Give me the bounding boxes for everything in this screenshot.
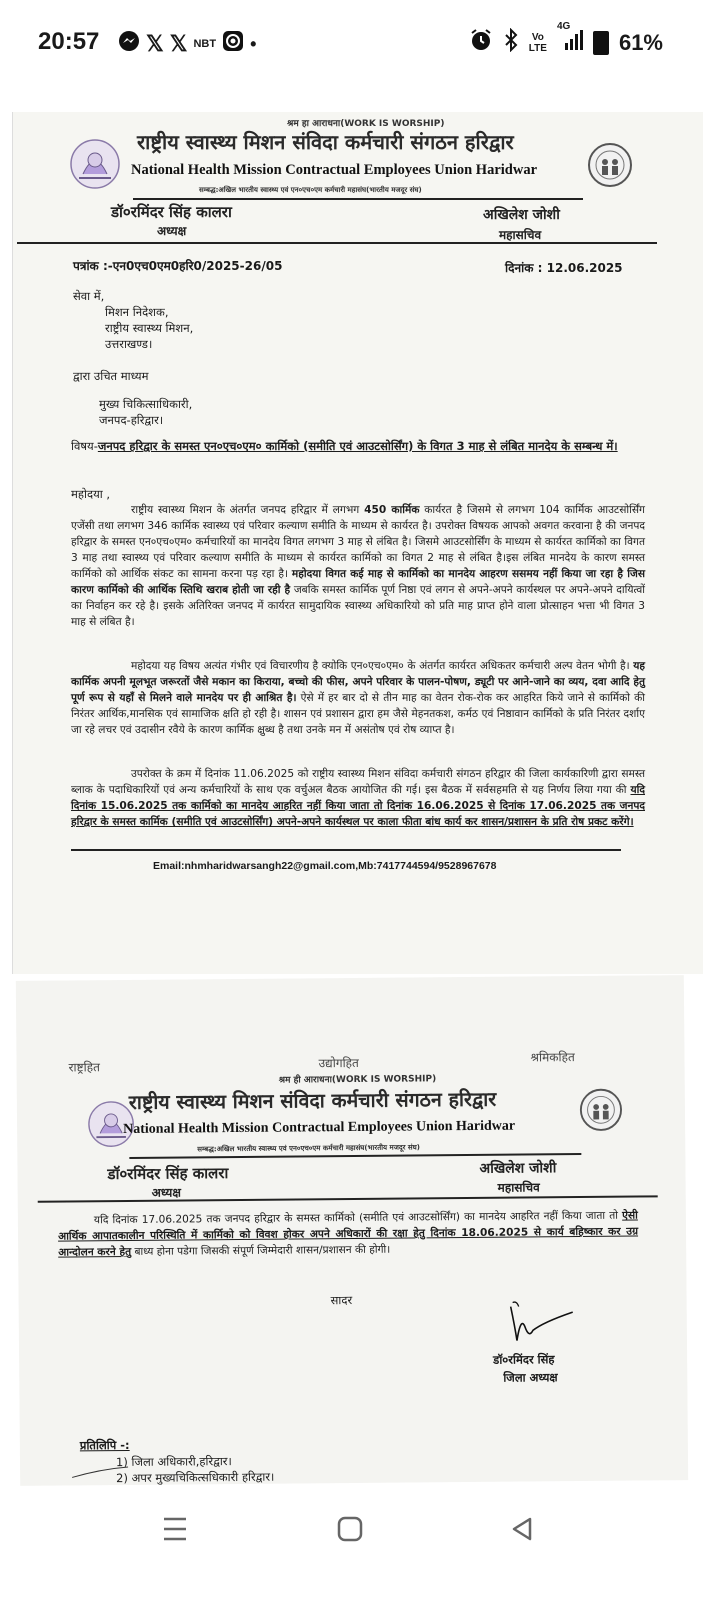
recent-apps-button[interactable] bbox=[160, 1515, 190, 1547]
final-para-c: बाध्य होना पडेगा जिसकी संपूर्ण जिम्मेदारी शासन/प्रशासन की होगी। bbox=[131, 1243, 391, 1258]
recent-apps-icon bbox=[160, 1515, 190, 1543]
para1-e: जबकि समस्त कार्मिक पूर्ण निष्ठा एवं लगन से अपने-अपने कार्यस्थल पर अपने-अपने दायित्वों का निर्वाहन कर रहे है। इसके अतिरिक्त जनपद में कार्यरत सामुदायिक स्वास्थ्य अधिकारियो को प्रति माह प्राप्त होने वाला प्रोत्साहन भत्ता भी विगत 3 माह से लंबित है। bbox=[71, 584, 645, 628]
president-title: अध्यक्ष bbox=[157, 224, 187, 238]
motto: श्रम हा आराधना(WORK IS WORSHIP) bbox=[287, 119, 445, 129]
subject-label: विषय- bbox=[71, 439, 98, 453]
secretary-title: महासचिव bbox=[499, 228, 542, 242]
slogan-right: श्रमिकहित bbox=[530, 1050, 575, 1065]
slogan-center: उद्योगहित bbox=[318, 1055, 359, 1071]
president-name: डॉ०रमिंदर सिंह कालरा bbox=[111, 203, 232, 221]
paragraph-2 bbox=[71, 658, 645, 738]
closing: सादर bbox=[330, 1293, 353, 1308]
para1-b: 450 कार्मिक bbox=[364, 504, 420, 516]
through-channel: द्वारा उचित माध्यम bbox=[73, 369, 149, 383]
signatory-name: डॉ०रमिंदर सिंह bbox=[493, 1352, 555, 1367]
org-name-english: National Health Mission Contractual Employees Union Haridwar bbox=[131, 162, 538, 178]
notification-dot: • bbox=[250, 33, 257, 54]
final-para-b: ऐसी आर्थिक आपातकालीन परिस्थिति में कार्मिको को विवश होकर अपने अधिकारों की रक्षा हेतु दिनांक 18.06.2025 से कार्य बहिष्कार कर उग्र आन्दोलन करने हेतु bbox=[57, 1209, 639, 1259]
slogan-left: राष्ट्रहित bbox=[68, 1060, 100, 1075]
secretary-title: महासचिव bbox=[497, 1180, 540, 1195]
motto: श्रम ही आराधना(WORK IS WORSHIP) bbox=[278, 1074, 437, 1086]
para1-d: महोदया विगत कई माह से कार्मिको का मानदेय आहरण ससमय नहीं किया जा रहा है जिस कारण कार्मिको की आर्थिक स्तिथि खराब होती जा रही है bbox=[71, 568, 645, 596]
paragraph-1 bbox=[71, 502, 645, 630]
president-name: डॉ०रमिंदर सिंह कालरा bbox=[107, 1164, 229, 1184]
letter-page-1 bbox=[12, 112, 703, 974]
navigation-bar bbox=[0, 1487, 715, 1600]
salutation: महोदया , bbox=[71, 487, 111, 501]
status-time: 20:57 bbox=[38, 28, 100, 55]
paragraph-3 bbox=[71, 766, 645, 830]
copy-item-1: 1) जिला अधिकारी,हरिद्वार। bbox=[115, 1454, 232, 1470]
network-type: 4G bbox=[556, 21, 571, 32]
para1-a: राष्ट्रीय स्वास्थ्य मिशन के अंतर्गत जनपद हरिद्वार में लगभग bbox=[131, 504, 365, 516]
volte-label: Vo bbox=[531, 31, 544, 43]
org-name-hindi: राष्ट्रीय स्वास्थ्य मिशन संविदा कर्मचारी संगठन हरिद्वार bbox=[137, 130, 514, 154]
president-title: अध्यक्ष bbox=[151, 1185, 181, 1200]
affiliation: सम्बद्ध:अखिल भारतीय स्वास्थ्य एवं एन०एच०एम कर्मचारी महासंघ(भारतीय मजदूर संघ) bbox=[197, 1143, 421, 1154]
home-icon bbox=[336, 1515, 364, 1543]
secretary-name: अखिलेश जोशी bbox=[479, 1160, 557, 1177]
letter-date: दिनांक : 12.06.2025 bbox=[505, 261, 623, 275]
x-icon: 𝕏 bbox=[146, 31, 164, 56]
affiliation: सम्बद्ध:अखिल भारतीय स्वास्थ्य एवं एन०एच०एम कर्मचारी महासंघ(भारतीय मजदूर संघ) bbox=[199, 186, 422, 194]
org-name-english: National Health Mission Contractual Employees Union Haridwar bbox=[123, 1118, 516, 1137]
notification-icons bbox=[118, 30, 256, 58]
officers-rule bbox=[17, 242, 657, 244]
home-button[interactable] bbox=[336, 1515, 364, 1547]
messenger-icon bbox=[118, 30, 140, 58]
copy-label: प्रतिलिपि -: bbox=[79, 1437, 130, 1453]
letter-page-2 bbox=[16, 975, 688, 1486]
org-name-hindi: राष्ट्रीय स्वास्थ्य मिशन संविदा कर्मचारी संगठन हरिद्वार bbox=[128, 1087, 497, 1114]
footer-contact: Email:nhmharidwarsangh22@gmail.com,Mb:7417744594/9528967678 bbox=[153, 860, 497, 872]
to-line-4: उत्तराखण्ड। bbox=[105, 337, 153, 351]
status-bar bbox=[0, 0, 715, 86]
para3-b: यदि दिनांक 15.06.2025 तक कार्मिको का मानदेय आहरित नहीं किया जाता तो दिनांक 16.06.2025 से दिनांक 17.06.2025 तक जनपद हरिद्वार के समस्त कार्मिक (समीति एवं आउटसोर्सिंग) अपने-अपने कार्यस्थल पर काला फीता बांध कार्य कर शासन/प्रशासन के प्रति रोष प्रकट करेंगे। bbox=[71, 784, 645, 828]
cmo-line-2: जनपद-हरिद्वार। bbox=[99, 413, 164, 427]
officers-rule bbox=[38, 1195, 658, 1202]
signal-icon bbox=[556, 21, 583, 56]
signature-image bbox=[503, 1296, 583, 1351]
to-line-3: राष्ट्रीय स्वास्थ्य मिशन, bbox=[105, 321, 194, 335]
subject-text: जनपद हरिद्वार के समस्त एन०एच०एम० कार्मिको (समीति एवं आउटसोर्सिंग) के विगत 3 माह से लंबित मानदेय के सम्बन्ध में। bbox=[97, 439, 618, 453]
nbt-icon: NBT bbox=[193, 38, 217, 50]
paragraph-final bbox=[58, 1208, 638, 1261]
to-line-2: मिशन निदेशक, bbox=[105, 305, 169, 319]
subject bbox=[71, 438, 643, 454]
para1-c: कार्यरत है जिसमे से लगभग 104 कार्मिक आउटसोर्सिंग एजेंसी तथा लगभग 346 कार्मिक स्वास्थ्य एवं परिवार कल्याण समीति के माध्यम से कार्यरत है। उपरोक्त विषयक आपको अवगत करवाना है की जनपद हरिद्वार के समस्त एन०एच०एम० कर्मचारियों का मानदेय विगत लगभग 3 माह से लंबित है। जिसमे आउटसोर्सिंग के माध्यम से कार्यरत कार्मिको का विगत 3 माह तथा स्वास्थ्य एवं परिवार कल्याण समीति के माध्यम से कार्यरत कार्मिको का विगत 2 माह से लंबित है।इस लंबित मानदेय के कारण समस्त कार्मिको को आर्थिक संकट का सामना करना पड़ रहा है। bbox=[71, 504, 645, 580]
para2-a-text: महोदया यह विषय अत्यंत गंभीर एवं विचारणीय है क्योकि एन०एच०एम० के अंतर्गत कार्यरत अधिकतर कर्मचारी अल्प वेतन भोगी है। bbox=[131, 660, 634, 672]
bluetooth-icon bbox=[503, 28, 519, 57]
nhm-seal-icon bbox=[579, 1088, 623, 1132]
cmo-line-1: मुख्य चिकित्साधिकारी, bbox=[99, 397, 193, 411]
alarm-icon bbox=[469, 28, 493, 57]
para3-a: उपरोक्त के क्रम में दिनांक 11.06.2025 को राष्ट्रीय स्वास्थ्य मिशन संविदा कर्मचारी संगठन हरिद्वार की जिला कार्यकारिणी द्वारा समस्त ब्लाक के पदाधिकारियों एवं अन्य कर्मचारियों के साथ एक वर्चुअल बैठक आयोजित की गई। इस बैठक में सर्वसहमति से यह निर्णय लिया गया की bbox=[71, 768, 645, 796]
battery-icon bbox=[593, 31, 609, 55]
copy-item-2: 2) अपर मुख्यचिकित्सधिकारी हरिद्वार। bbox=[116, 1469, 275, 1486]
nhm-seal-icon bbox=[587, 142, 633, 188]
volte-icon bbox=[529, 32, 547, 54]
footer-rule bbox=[71, 849, 621, 851]
reference-number: पत्रांक :-एन0एच0एम0हरि0/2025-26/05 bbox=[73, 259, 283, 273]
lte-label: LTE bbox=[528, 42, 547, 54]
para2-c: ऐसे में हर बार दो से तीन माह का वेतन रोक-रोक कर आहरित किये जाने से कार्मिको की निरंतर आर्थिक,मानसिक एवं सामाजिक क्षति हो रही है। शासन एवं प्रशासन द्वारा हम जैसे मेहनतकश, कर्मठ एवं निष्ठावान कार्मिको के प्रति निरंतर दर्शाए जा रहे लचर एवं उदासीन रवैये के कारण कार्मिक क्षुब्ध है तथा उनके मन में असंतोष एवं रोष व्याप्त है। bbox=[71, 692, 645, 736]
header-rule bbox=[133, 198, 583, 200]
back-button[interactable] bbox=[508, 1515, 536, 1547]
signatory-title: जिला अध्यक्ष bbox=[503, 1370, 558, 1385]
final-para-a: यदि दिनांक 17.06.2025 तक जनपद हरिद्वार के समस्त कार्मिको (समीति एवं आउटसोर्सिंग) का मानदेय आहरित नहीं किया जाता तो bbox=[93, 1209, 623, 1227]
back-icon bbox=[508, 1515, 536, 1543]
system-icons bbox=[469, 21, 663, 57]
chrome-icon bbox=[222, 30, 244, 58]
battery-level: 61% bbox=[618, 29, 663, 55]
union-logo-icon bbox=[69, 138, 121, 190]
to-line-1: सेवा में, bbox=[73, 289, 105, 303]
para2-b: यह कार्मिक अपनी मूलभूत जरूरतों जैसे मकान का किराया, बच्चो की फीस, अपने परिवार के पालन-पोषण, ड्यूटी पर आने-जाने का व्यय, दवा आदि हेतु पूर्ण रूप से यहाँ से मिलने वाले मानदेय पर ही आश्रित है। bbox=[71, 660, 645, 704]
secretary-name: अखिलेश जोशी bbox=[483, 207, 560, 223]
x-icon: 𝕏 bbox=[169, 31, 188, 56]
